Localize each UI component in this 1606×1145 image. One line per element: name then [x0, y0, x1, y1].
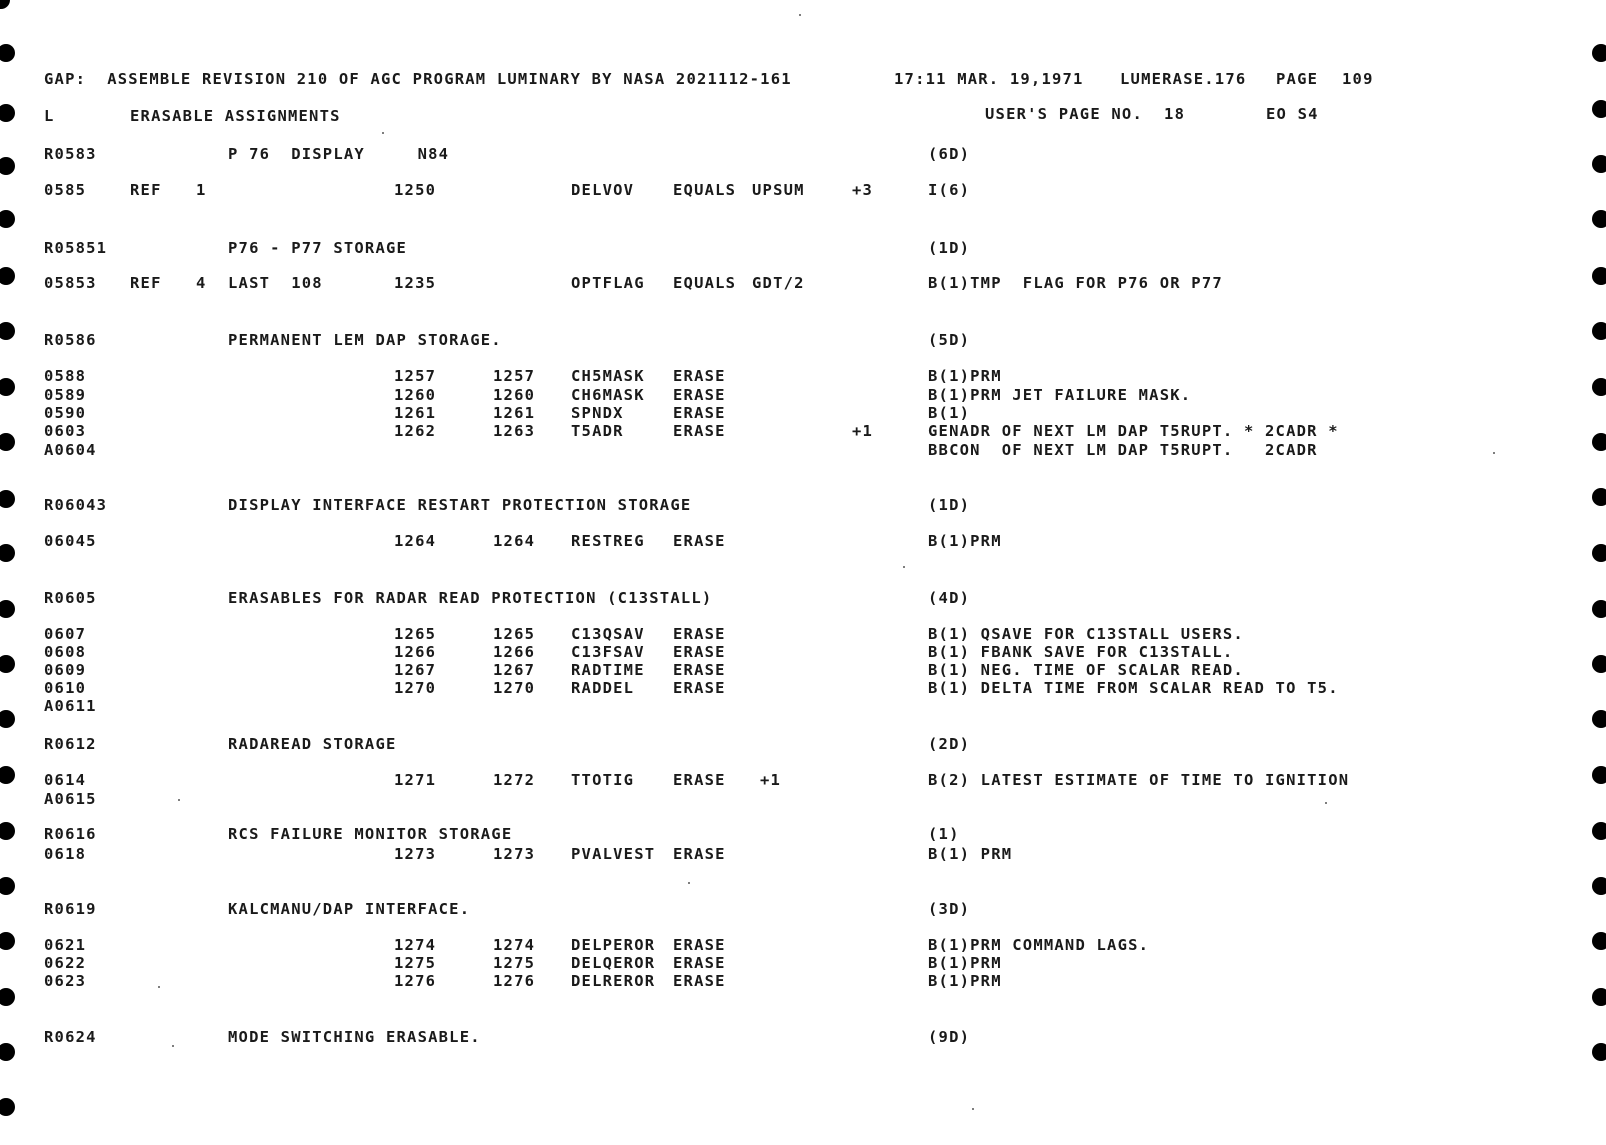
users-page-number: USER'S PAGE NO. 18 [985, 105, 1186, 123]
line-opcode: ERASE [673, 404, 726, 422]
line-end-location: 1266 [493, 643, 536, 661]
sprocket-hole [1592, 267, 1606, 285]
line-comment: B(1)PRM [928, 954, 1002, 972]
line-location: 1257 [394, 367, 437, 385]
line-comment: I(6) [928, 181, 971, 199]
line-address: 0622 [44, 954, 87, 972]
line-address: A0611 [44, 697, 97, 715]
sprocket-hole [0, 0, 10, 9]
line-address: 05853 [44, 274, 97, 292]
line-address: 0621 [44, 936, 87, 954]
sprocket-hole [0, 988, 15, 1006]
line-address: R0583 [44, 145, 97, 163]
sprocket-hole [1592, 710, 1606, 728]
line-modifier: +3 [852, 181, 874, 199]
line-comment: (5D) [928, 331, 971, 349]
sprocket-hole [0, 766, 15, 784]
sprocket-hole [1592, 100, 1606, 118]
line-end-location: 1274 [493, 936, 536, 954]
line-section-title: RADAREAD STORAGE [228, 735, 397, 753]
line-address: R0619 [44, 900, 97, 918]
line-end-location: 1270 [493, 679, 536, 697]
line-address: 0623 [44, 972, 87, 990]
sprocket-hole [0, 490, 15, 508]
sprocket-hole [1592, 433, 1606, 451]
paper-speck [799, 14, 801, 16]
page-number: 109 [1342, 70, 1374, 88]
line-symbol: C13FSAV [571, 643, 645, 661]
paper-speck [172, 1045, 174, 1047]
line-comment: B(1)PRM [928, 972, 1002, 990]
sprocket-hole [0, 322, 15, 340]
line-location: 1266 [394, 643, 437, 661]
line-operand: UPSUM [752, 181, 805, 199]
line-comment: B(1) QSAVE FOR C13STALL USERS. [928, 625, 1244, 643]
sprocket-hole [1592, 822, 1606, 840]
sprocket-hole [1592, 988, 1606, 1006]
line-location: 1261 [394, 404, 437, 422]
line-address: R0605 [44, 589, 97, 607]
sprocket-hole [0, 1098, 15, 1116]
line-comment: (9D) [928, 1028, 971, 1046]
line-address: 0590 [44, 404, 87, 422]
line-opcode: ERASE [673, 845, 726, 863]
sprocket-hole [1592, 322, 1606, 340]
line-section-title: PERMANENT LEM DAP STORAGE. [228, 331, 502, 349]
line-end-location: 1264 [493, 532, 536, 550]
line-symbol: TTOTIG [571, 771, 635, 789]
line-symbol: SPNDX [571, 404, 624, 422]
line-location: 1275 [394, 954, 437, 972]
line-section-title: MODE SWITCHING ERASABLE. [228, 1028, 481, 1046]
line-address: 0603 [44, 422, 87, 440]
line-comment: B(1) FBANK SAVE FOR C13STALL. [928, 643, 1234, 661]
line-end-location: 1263 [493, 422, 536, 440]
eo-code: EO S4 [1266, 105, 1319, 123]
line-address: 0607 [44, 625, 87, 643]
line-opcode: ERASE [673, 661, 726, 679]
line-opcode: ERASE [673, 954, 726, 972]
sprocket-hole [1592, 544, 1606, 562]
line-address: R0586 [44, 331, 97, 349]
line-end-location: 1260 [493, 386, 536, 404]
line-opcode: ERASE [673, 936, 726, 954]
line-comment: B(1)PRM COMMAND LAGS. [928, 936, 1150, 954]
sprocket-hole [0, 710, 15, 728]
sprocket-hole [0, 44, 15, 62]
line-location: 1235 [394, 274, 437, 292]
line-symbol: PVALVEST [571, 845, 656, 863]
sprocket-hole [1592, 932, 1606, 950]
line-ref-label: REF [130, 181, 162, 199]
line-location: 1264 [394, 532, 437, 550]
line-address: 0608 [44, 643, 87, 661]
line-location: 1267 [394, 661, 437, 679]
line-comment: (2D) [928, 735, 971, 753]
sprocket-hole [1592, 600, 1606, 618]
sprocket-hole [1592, 766, 1606, 784]
line-location: 1265 [394, 625, 437, 643]
line-comment: (1D) [928, 239, 971, 257]
line-address: 0610 [44, 679, 87, 697]
line-symbol: DELVOV [571, 181, 635, 199]
line-symbol: RESTREG [571, 532, 645, 550]
line-end-location: 1261 [493, 404, 536, 422]
line-address: R0612 [44, 735, 97, 753]
sprocket-hole [0, 600, 15, 618]
line-opcode: ERASE [673, 386, 726, 404]
line-end-location: 1267 [493, 661, 536, 679]
line-comment: (6D) [928, 145, 971, 163]
line-address: R0624 [44, 1028, 97, 1046]
line-address: R06043 [44, 496, 108, 514]
timestamp: 17:11 MAR. 19,1971 [894, 70, 1084, 88]
sprocket-hole [0, 932, 15, 950]
line-end-location: 1272 [493, 771, 536, 789]
sprocket-hole [1592, 655, 1606, 673]
paper-speck [1325, 802, 1327, 804]
sprocket-hole [0, 433, 15, 451]
line-operand: +1 [760, 771, 782, 789]
line-symbol: DELPEROR [571, 936, 656, 954]
line-address: 0588 [44, 367, 87, 385]
paper-speck [178, 799, 180, 801]
sprocket-hole [1592, 44, 1606, 62]
line-comment: B(1) NEG. TIME OF SCALAR READ. [928, 661, 1244, 679]
line-modifier: +1 [852, 422, 874, 440]
line-symbol: DELQEROR [571, 954, 656, 972]
sprocket-hole [0, 210, 15, 228]
line-address: R05851 [44, 239, 108, 257]
sprocket-hole [0, 544, 15, 562]
paper-speck [903, 566, 905, 568]
paper-speck [972, 1108, 974, 1110]
line-address: 0609 [44, 661, 87, 679]
line-symbol: CH5MASK [571, 367, 645, 385]
line-opcode: EQUALS [673, 274, 737, 292]
line-location: 1270 [394, 679, 437, 697]
sprocket-hole [1592, 155, 1606, 173]
line-address: 0589 [44, 386, 87, 404]
line-opcode: ERASE [673, 679, 726, 697]
line-opcode: ERASE [673, 625, 726, 643]
line-symbol: CH6MASK [571, 386, 645, 404]
line-address: A0604 [44, 441, 97, 459]
line-comment: (4D) [928, 589, 971, 607]
line-location: 1273 [394, 845, 437, 863]
line-comment: B(2) LATEST ESTIMATE OF TIME TO IGNITION [928, 771, 1350, 789]
line-section-title: DISPLAY INTERFACE RESTART PROTECTION STORAGE [228, 496, 692, 514]
sprocket-hole [0, 157, 15, 175]
line-opcode: ERASE [673, 532, 726, 550]
line-address: 0618 [44, 845, 87, 863]
line-location: 1271 [394, 771, 437, 789]
line-operand: GDT/2 [752, 274, 805, 292]
program-line: GAP: ASSEMBLE REVISION 210 OF AGC PROGRAM LUMINARY BY NASA 2021112-161 [44, 70, 792, 88]
sprocket-hole [0, 877, 15, 895]
sprocket-hole [1592, 210, 1606, 228]
line-comment: GENADR OF NEXT LM DAP T5RUPT. * 2CADR * [928, 422, 1339, 440]
line-opcode: ERASE [673, 643, 726, 661]
sprocket-hole [1592, 877, 1606, 895]
line-address: 06045 [44, 532, 97, 550]
line-end-location: 1257 [493, 367, 536, 385]
line-end-location: 1275 [493, 954, 536, 972]
line-location: 1250 [394, 181, 437, 199]
line-location: 1276 [394, 972, 437, 990]
sprocket-hole [1592, 378, 1606, 396]
line-comment: B(1) DELTA TIME FROM SCALAR READ TO T5. [928, 679, 1339, 697]
line-address: 0614 [44, 771, 87, 789]
line-symbol: DELREROR [571, 972, 656, 990]
line-comment: B(1)PRM [928, 532, 1002, 550]
sprocket-hole [1592, 488, 1606, 506]
line-comment: B(1)TMP FLAG FOR P76 OR P77 [928, 274, 1223, 292]
line-address: A0615 [44, 790, 97, 808]
line-section-title: ERASABLES FOR RADAR READ PROTECTION (C13STALL) [228, 589, 713, 607]
file-name: LUMERASE.176 [1120, 70, 1247, 88]
line-opcode: ERASE [673, 972, 726, 990]
paper-speck [1493, 452, 1495, 454]
line-comment: (3D) [928, 900, 971, 918]
line-symbol: RADDEL [571, 679, 635, 697]
line-comment: (1D) [928, 496, 971, 514]
sprocket-hole [0, 378, 15, 396]
line-ref-count: 4 [196, 274, 207, 292]
line-ref-count: 1 [196, 181, 207, 199]
paper-speck [382, 132, 384, 134]
paper-speck [688, 882, 690, 884]
sprocket-hole [0, 1043, 15, 1061]
line-symbol: OPTFLAG [571, 274, 645, 292]
line-section-title: RCS FAILURE MONITOR STORAGE [228, 825, 513, 843]
line-ref-label: REF [130, 274, 162, 292]
sprocket-hole [0, 822, 15, 840]
section-title: ERASABLE ASSIGNMENTS [130, 107, 341, 125]
line-address: R0616 [44, 825, 97, 843]
sprocket-hole [0, 104, 15, 122]
sprocket-hole [0, 267, 15, 285]
line-section-title: LAST 108 [228, 274, 323, 292]
line-opcode: ERASE [673, 367, 726, 385]
sprocket-hole [0, 655, 15, 673]
line-comment: B(1)PRM [928, 367, 1002, 385]
section-code: L [44, 107, 55, 125]
line-section-title: P76 - P77 STORAGE [228, 239, 408, 257]
line-location: 1260 [394, 386, 437, 404]
line-address: 0585 [44, 181, 87, 199]
line-comment: B(1)PRM JET FAILURE MASK. [928, 386, 1192, 404]
sprocket-hole [1592, 1043, 1606, 1061]
line-end-location: 1273 [493, 845, 536, 863]
line-comment: B(1) [928, 404, 971, 422]
line-section-title: P 76 DISPLAY N84 [228, 145, 450, 163]
line-comment: (1) [928, 825, 960, 843]
line-comment: BBCON OF NEXT LM DAP T5RUPT. 2CADR [928, 441, 1318, 459]
line-section-title: KALCMANU/DAP INTERFACE. [228, 900, 471, 918]
paper-speck [158, 986, 160, 988]
page-label: PAGE [1276, 70, 1319, 88]
line-opcode: ERASE [673, 771, 726, 789]
line-end-location: 1276 [493, 972, 536, 990]
line-symbol: C13QSAV [571, 625, 645, 643]
line-location: 1262 [394, 422, 437, 440]
line-symbol: RADTIME [571, 661, 645, 679]
line-comment: B(1) PRM [928, 845, 1013, 863]
line-opcode: ERASE [673, 422, 726, 440]
line-symbol: T5ADR [571, 422, 624, 440]
line-location: 1274 [394, 936, 437, 954]
line-end-location: 1265 [493, 625, 536, 643]
line-opcode: EQUALS [673, 181, 737, 199]
